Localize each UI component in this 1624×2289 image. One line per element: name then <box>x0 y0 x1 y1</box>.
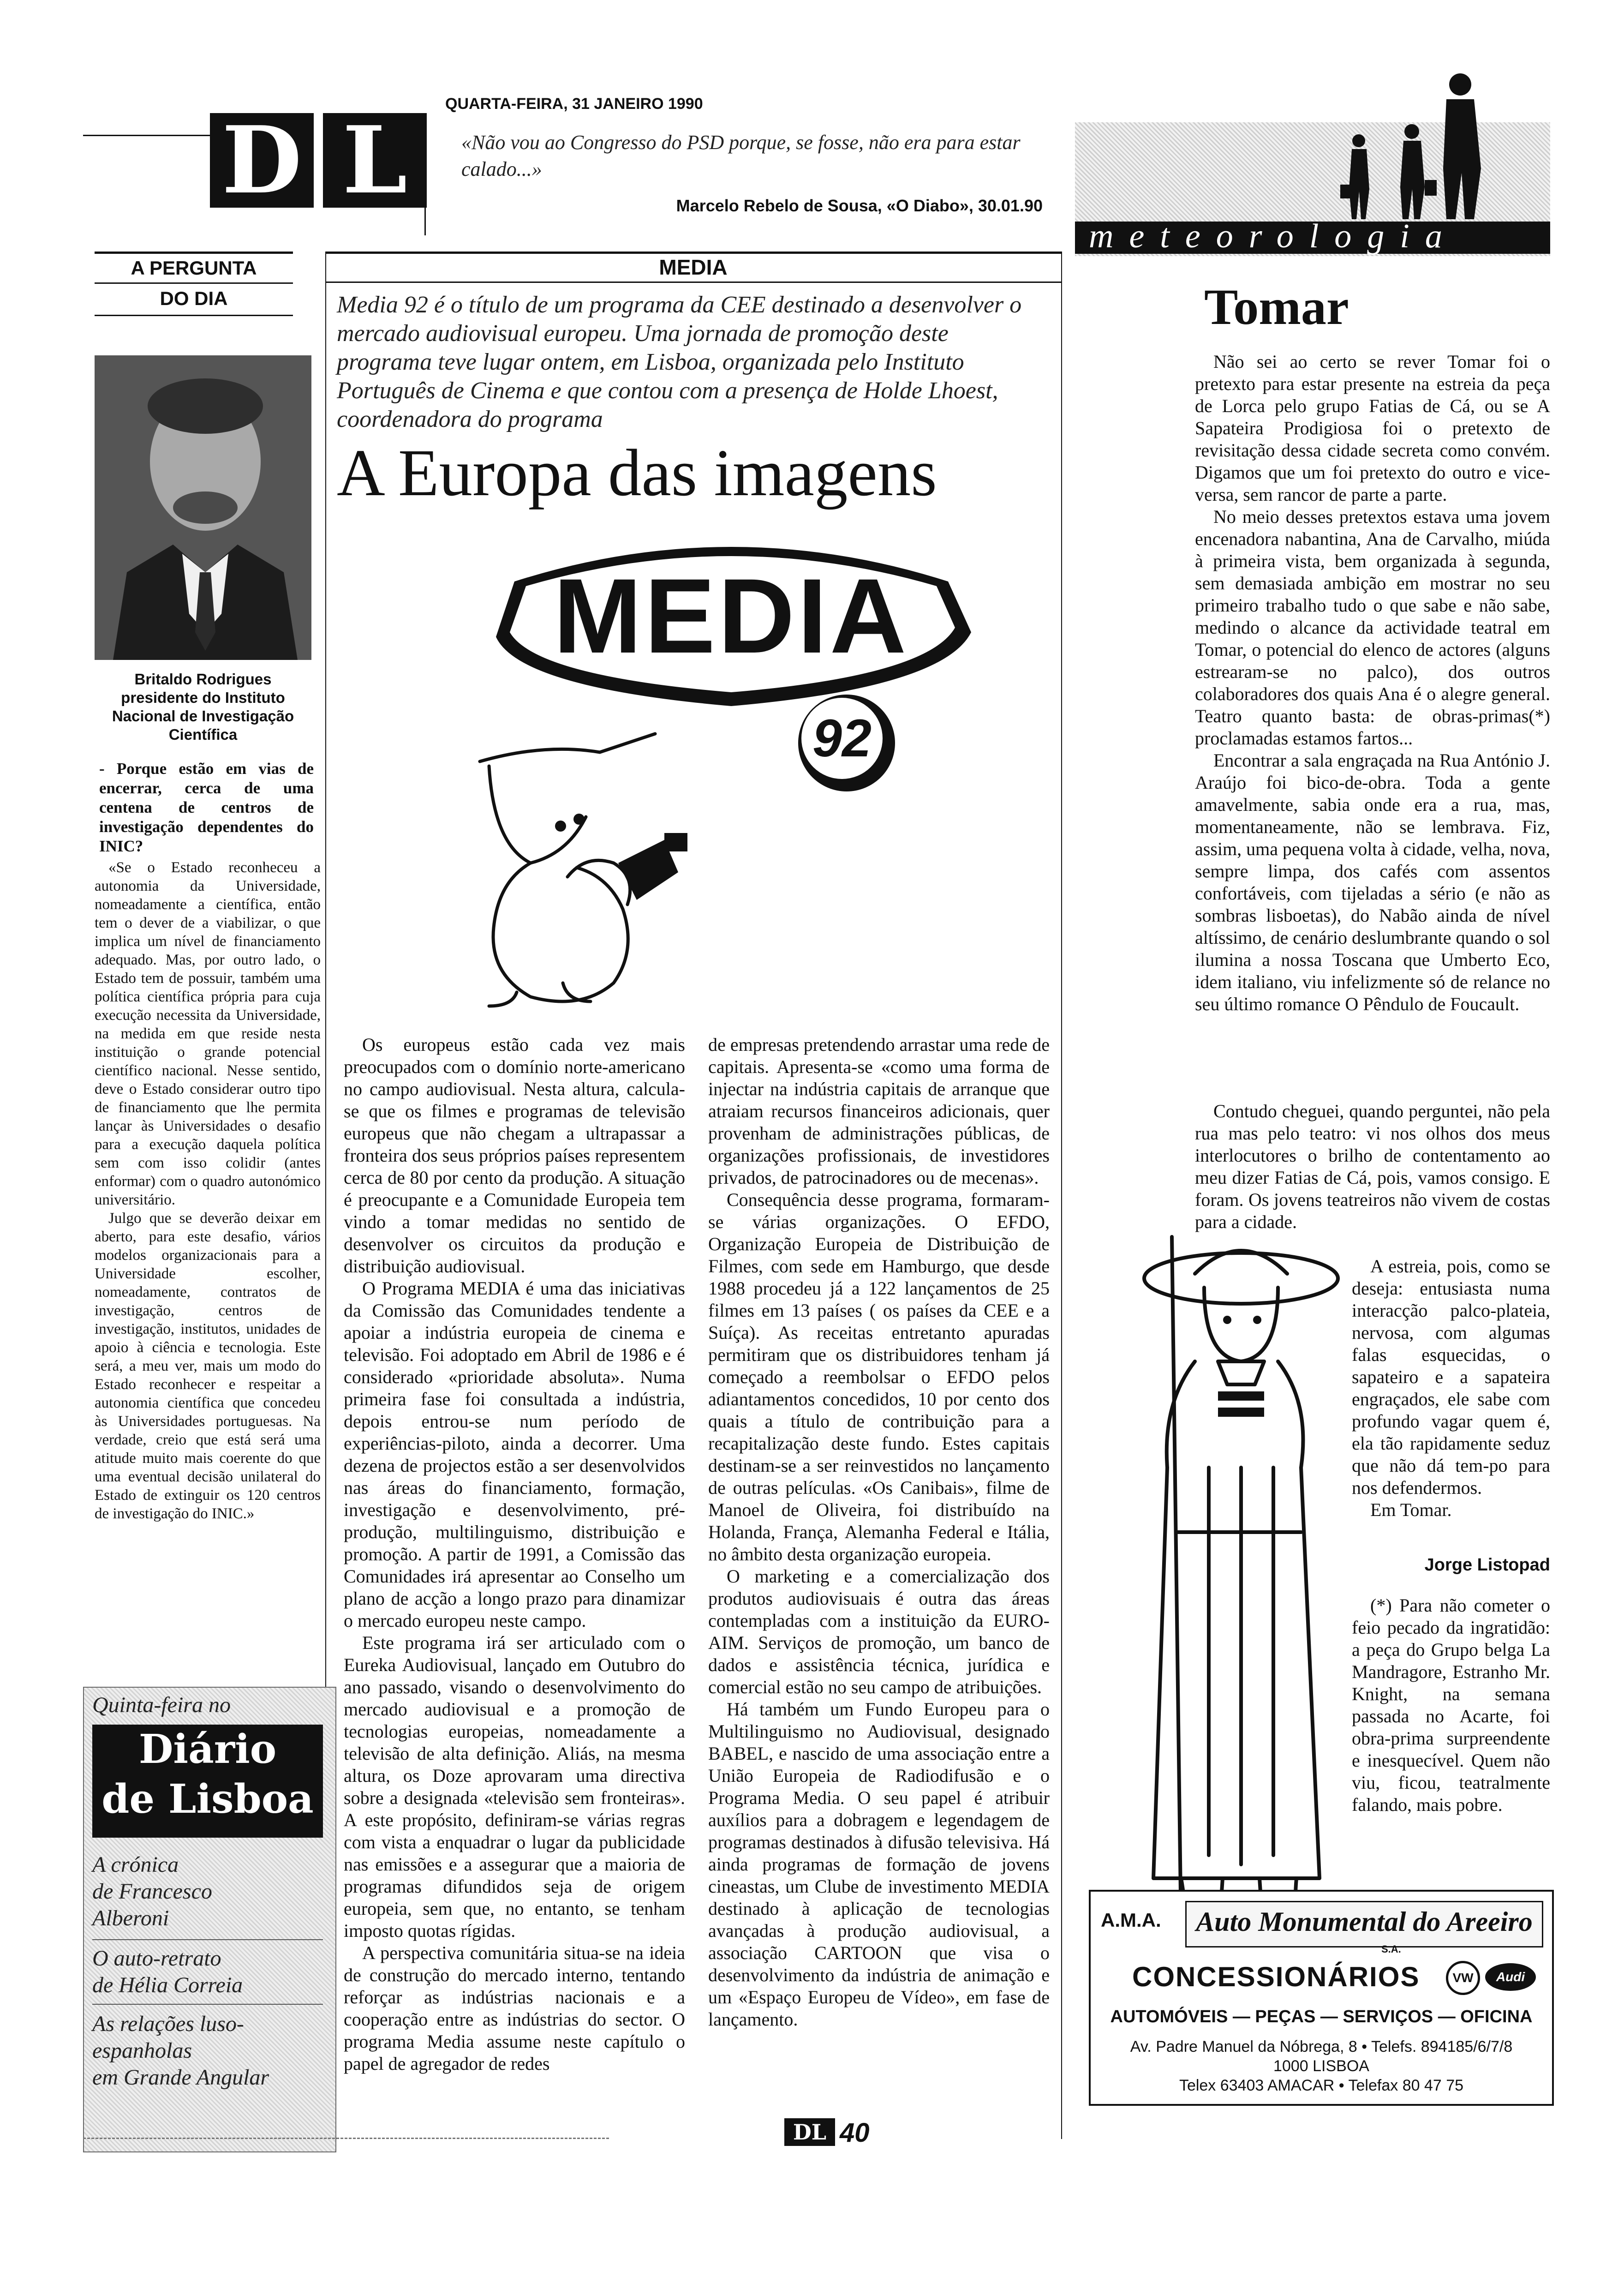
tomar-paragraph: Contudo cheguei, quando perguntei, não pela rua mas pelo teatro: vi nos olhos dos meus interlocutores o brilho de contentamento ao meu dizer Fatias de Cá, pois, vamos consigo. E foram. Os jovens teatreiros não vivem de costas para a cidade. <box>1195 1101 1550 1232</box>
masthead-line-2: de Lisboa <box>102 1776 314 1822</box>
ad-address <box>1091 2037 1552 2095</box>
silhouettes-illustration <box>1315 67 1518 233</box>
caption-name: Britaldo Rodrigues <box>134 671 272 688</box>
logo-letter-l: L <box>323 113 427 208</box>
promo-item-1-line: Alberoni <box>92 1906 169 1930</box>
ad-brand: A.M.A. <box>1101 1909 1161 1931</box>
body-paragraph: Este programa irá ser articulado com o Eureka Audiovisual, lançado em Outubro do ano passado, visando o desenvolvimento do mercado audiovisual e a promoção de tecnologias europeias, nomeadamente a televisão de alta definição. Aliás, na mesma altura, os Doze aprovaram uma directiva sobre a designada «televisão sem fronteiras». A este propósito, definiram-se várias regras com vista a enquadrar o lugar da publicidade nas emissões e a assegurar que a maioria de programas difundidos seja de origem europeia, sem que, no entanto, se tenham imposto quotas rígidas. <box>344 1632 685 1941</box>
tomar-author: Jorge Listopad <box>1424 1555 1550 1575</box>
ama-advertisement <box>1089 1890 1554 2106</box>
ad-address-line: Telex 63403 AMACAR • Telefax 80 47 75 <box>1179 2077 1464 2094</box>
dl-logo <box>210 106 431 215</box>
tomar-body-wrap <box>1352 1255 1550 1521</box>
body-paragraph: Os europeus estão cada vez mais preocupados com o domínio norte-americano no campo audiovisual. Nesta altura, calcula-se que os filmes e programas de televisão europeus que não chegam a ultrapassar a fronteira dos seus próprios países representem cerca de 80 por cento da produção. A situação é preocupante e a Comunidade Europeia tem vindo a tomar medidas no sentido de desenvolver os circuitos da produção e distribuição audiovisual. <box>344 1034 685 1276</box>
ad-address-line: 1000 LISBOA <box>1273 2057 1369 2075</box>
pergunta-question: - Porque estão em vias de encerrar, cerca de uma centena de centros de investigação dependentes do INIC? <box>99 760 314 855</box>
promo-item-3-line: em Grande Angular <box>92 2065 269 2090</box>
ad-services: AUTOMÓVEIS — PEÇAS — SERVIÇOS — OFICINA <box>1110 2007 1533 2026</box>
footnote-paragraph: (*) Para não cometer o feio pecado da ingratidão: a peça do Grupo belga La Mandragore, Estranho Mr. Knight, na semana passada no Acarte, foi obra-prima surpreendente e inesquecível. Quem não viu, ficou, teatralmente falando, mais pobre. <box>1352 1595 1550 1815</box>
pilgrim-illustration <box>1126 1209 1347 1961</box>
pergunta-rule-top <box>95 252 293 254</box>
header-rule-left <box>83 135 212 136</box>
promo-item-1-line: de Francesco <box>92 1879 212 1904</box>
pergunta-rule-bottom <box>95 315 293 316</box>
promo-divider-1 <box>92 1939 323 1940</box>
tomar-body-top <box>1195 351 1550 1015</box>
pergunta-answer <box>95 858 321 1523</box>
body-paragraph: A perspectiva comunitária situa-se na ideia de construção do mercado interno, tentando reforçar as indústrias nacionais e a cooperação entre as indústrias do sector. O programa Media assume neste capítulo o papel de agregador de redes <box>344 1942 685 2074</box>
answer-paragraph: «Se o Estado reconheceu a autonomia da Universidade, nomeadamente a científica, então tem o dever de a viabilizar, o que implica um nível de financiamento adequado. Mas, por outro lado, o Estado tem de possuir, também uma política científica própria para cuja execução necessita da Universidade, na medida em que reside nesta instituição o grande potencial científico nacional. Nesse sentido, deve o Estado considerar outro tipo de financiamento que lhe permita lançar às Universidades o desafio para a execução daquela política sem com isso colidir (antes enformar) com o quadro autonómico universitário. <box>95 859 321 1208</box>
media-rule-top <box>325 252 1061 254</box>
answer-paragraph: Julgo que se deverão deixar em aberto, para este desafio, vários modelos organizacionais para a Universidade escolher, nomeadamente, contratos de investigação, centros de investigação, institutos, unidades de apoio à ciência e tecnologia. Este será, a meu ver, mais um modo do Estado reconhecer e respeitar a autonomia científica que concedeu às Universidades portuguesas. Na verdade, creio que está será uma atitude muito mais coerente do que uma eventual decisão unilateral do Estado de extinguir os 120 centros de investigação do INIC.» <box>95 1210 321 1522</box>
ad-script-box <box>1185 1901 1543 1947</box>
promo-item-3 <box>92 2011 269 2091</box>
pergunta-heading-1: A PERGUNTA <box>131 257 257 279</box>
media-rule-bottom <box>325 282 1061 283</box>
ad-script-name: Auto Monumental do Areeiro <box>1196 1906 1533 1937</box>
promo-intro: Quinta-feira no <box>92 1693 231 1717</box>
body-paragraph: de empresas pretendendo arrastar uma rede de capitais. Apresenta-se «como uma forma de injectar na indústria capitais de arranque que atraiam recursos financeiros adicionais, quer provenham de administrações públicas, de organizações profissionais, de investidores privados, de patrocinadores ou de mecenas». <box>708 1034 1050 1188</box>
portrait-photo <box>95 355 311 660</box>
header-quote: «Não vou ao Congresso do PSD porque, se fosse, não era para estar calado...» <box>461 131 1021 180</box>
tomar-paragraph: Encontrar a sala engraçada na Rua António J. Araújo foi bico-de-obra. Toda a gente amavelmente, sabia onde era a rua, mas, momentaneamente, não se lembrava. Fiz, assim, uma pequena volta à cidade, velha, nova, sempre limpa, dos cafés com assentos confortáveis, com tijeladas a sério (e não as sombras lisboetas), do Nabão ainda de nível altíssimo, de cenário deslumbrante quando o sol ilumina a nossa Toscana que Umberto Eco, idem italiano, viu infelizmente só de relance no seu último romance O Pêndulo de Foucault. <box>1195 750 1550 1014</box>
column-rule-left <box>325 252 326 1687</box>
tomar-paragraph: Em Tomar. <box>1370 1499 1452 1520</box>
body-paragraph: Há também um Fundo Europeu para o Multilinguismo no Audiovisual, designado BABEL, e nascido de uma associação entre a União Europeia de Radiodifusão e o Programa Media. O seu papel é atribuir auxílios para a dobragem e legendagem de programas destinados à difusão televisiva. Há ainda programas de formação de jovens cineastas, um Clube de investimento MEDIA destinado à aplicação de tecnologias avançadas à produção audiovisual, a associação CARTOON que visa o desenvolvimento da indústria de animação e um «Espaço Europeu de Vídeo», em fase de lançamento. <box>708 1699 1050 2030</box>
promo-masthead <box>92 1725 323 1838</box>
media-headline: A Europa das imagens <box>337 436 937 510</box>
media-logo-text: MEDIA <box>553 557 909 675</box>
media-body-column-1 <box>344 1034 685 2075</box>
masthead-line-1: Diário <box>138 1726 277 1773</box>
page-number: 40 <box>840 2118 870 2148</box>
tomar-paragraph: No meio desses pretextos estava uma jovem encenadora nabantina, Ana de Carvalho, miúda à primeira vista, bem organizada à segunda, sem demasiada ambição em mostrar no seu primeiro trabalho tudo o que sabe e não sabe, medindo o alcance da actividade teatral em Tomar, o potencial do elenco de actores (alguns estrearam-se no palco), dos outros colaboradores dos quais Ana é o alegre general. Teatro quanto basta: de obras-primas(*) proclamadas estamos fartos... <box>1195 506 1550 749</box>
media-logo-year: 92 <box>812 709 872 768</box>
media-body-column-2 <box>708 1034 1050 2031</box>
pergunta-rule-mid <box>95 282 293 284</box>
promo-box <box>83 1687 336 2152</box>
promo-item-2 <box>92 1945 243 1999</box>
tomar-footnote <box>1352 1594 1550 1816</box>
promo-item-2-line: de Hélia Correia <box>92 1973 243 1997</box>
promo-item-3-line: espanholas <box>92 2038 192 2063</box>
pergunta-heading-2: DO DIA <box>160 288 228 309</box>
tomar-body-mid <box>1195 1100 1550 1233</box>
vw-logo-icon: VW <box>1446 1961 1480 1995</box>
promo-divider-2 <box>92 2004 323 2005</box>
caption-role: presidente do Instituto Nacional de Investigação Científica <box>112 689 294 743</box>
promo-item-1 <box>92 1852 212 1932</box>
tomar-headline: Tomar <box>1204 279 1349 335</box>
column-rule-right <box>1061 252 1062 2139</box>
quote-divider <box>424 129 426 235</box>
tomar-paragraph: Não sei ao certo se rever Tomar foi o pretexto para estar presente na estreia da peça de Lorca pelo grupo Fatias de Cá, ou se A Sapateira Prodigiosa foi o pretexto de revisitação dessa cidade secreta como convém. Digamos que um foi pretexto do outro e vice-versa, sem rancor de parte a parte. <box>1195 351 1550 505</box>
quote-source: Marcelo Rebelo de Sousa, «O Diabo», 30.01.90 <box>676 196 1043 215</box>
logo-letter-d: D <box>210 113 314 208</box>
media-lead: Media 92 é o título de um programa da CEE destinado a desenvolver o mercado audiovisual europeu. Uma jornada de promoção deste programa teve lugar ontem, em Lisboa, organizada pelo Instituto Português de Cinema e que contou com a presença de Holde Lhoest, coordenadora do programa <box>337 292 1022 432</box>
cartoon-figure-illustration <box>461 725 747 1011</box>
promo-item-2-line: O auto-retrato <box>92 1946 221 1971</box>
promo-item-3-line: As relações luso- <box>92 2012 244 2036</box>
meteorologia-label: meteorologia <box>1089 217 1458 255</box>
body-paragraph: O marketing e a comercialização dos produtos audiovisuais é outra das áreas contempladas com a instituição da EURO-AIM. Serviços de promoção, um banco de dados e assistência técnica, jurídica e comercial estão no seu campo de atribuições. <box>708 1566 1050 1697</box>
ad-address-line: Av. Padre Manuel da Nóbrega, 8 • Telefs. 894185/6/7/8 <box>1130 2038 1513 2055</box>
media-section-label: MEDIA <box>659 255 728 279</box>
ad-sa: S.A. <box>1381 1943 1401 1955</box>
tomar-paragraph: A estreia, pois, como se deseja: entusiasta numa interacção palco-plateia, nervosa, com algumas falas esquecidas, o sapateiro e a sapateira engraçados, ele sabe com profundo vagar quem é, ela tão rapidamente seduz que não dá tem-po para nos defendermos. <box>1352 1256 1550 1498</box>
audi-logo-icon: Audi <box>1485 1963 1536 1991</box>
body-paragraph: Consequência desse programa, formaram-se várias organizações. O EFDO, Organização Europeia de Distribuição de Filmes, com sede em Hamburgo, que desde 1988 procedeu já a 122 lançamentos de 25 filmes em 13 países ( os países da CEE e a Suíça). As receitas entretanto apuradas permitiram que os distribuidores tenham já começado a reembolsar o EFDO pelos adiantamentos concedidos, 10 por cento dos quais a título de contribuição para a recapitalização deste fundo. Estes capitais destinam-se a ser reinvestidos no lançamento de outras películas. «Os Canibais», filme de Manoel de Oliveira, foi distribuído na Holanda, França, Alemanha Federal e Itália, no âmbito desta organização europeia. <box>708 1189 1050 1564</box>
body-paragraph: O Programa MEDIA é uma das iniciativas da Comissão das Comunidades tendente a apoiar a indústria europeia de cinema e televisão. Foi adoptado em Abril de 1986 e é considerado «prioridade absoluta». Numa primeira fase foi consultada a indústria, depois entrou-se num período de experiências-piloto, ainda a decorrer. Uma dezena de projectos estão a ser desenvolvidos nas áreas do financiamento, formação, investigação e desenvolvimento, pré-produção, multilinguismo, distribuição e promoção. A partir de 1991, a Comissão das Comunidades irá apresentar ao Conselho um plano de acção a longo prazo para dinamizar o mercado europeu neste campo. <box>344 1278 685 1631</box>
ad-headline: CONCESSIONÁRIOS <box>1132 1961 1420 1992</box>
footer-dashed-rule <box>83 2138 609 2139</box>
issue-date: QUARTA-FEIRA, 31 JANEIRO 1990 <box>445 95 703 113</box>
promo-item-1-line: A crónica <box>92 1852 179 1877</box>
meteorologia-box <box>1075 122 1550 256</box>
footer-logo: DL <box>784 2118 835 2146</box>
